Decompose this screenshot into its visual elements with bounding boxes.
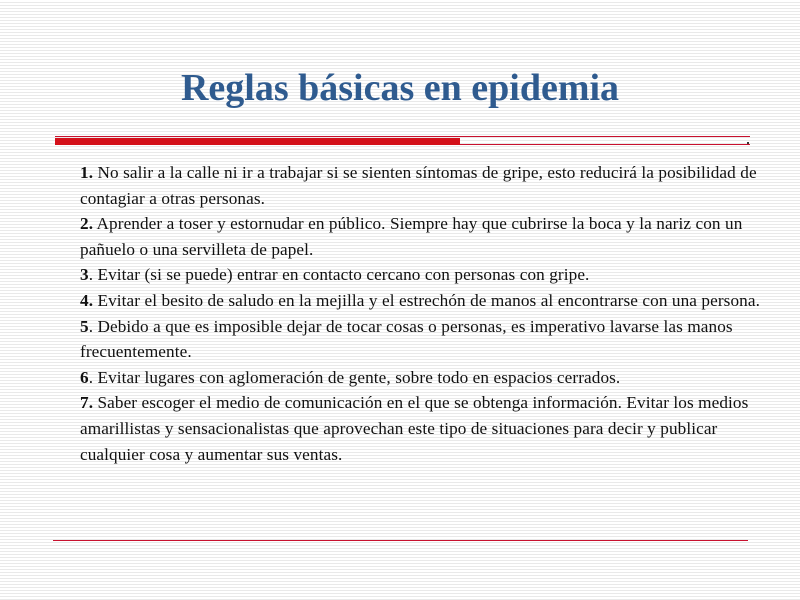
rule-text: No salir a la calle ni ir a trabajar si se sienten síntomas de gripe, esto reducirá la posibilidad de contagiar a otras personas. (80, 163, 757, 208)
rule-text: Aprender a toser y estornudar en público. Siempre hay que cubrirse la boca y la nariz con un pañuelo o una servilleta de papel. (80, 214, 743, 259)
rule-number: 1. (80, 163, 94, 182)
rule-text: Saber escoger el medio de comunicación en el que se obtenga información. Evitar los medios amarillistas y sensacionalistas que aprovechan este tipo de situaciones para decir y publicar cualquier cosa y aumentar sus ventas. (80, 393, 749, 464)
rule-item-6 (80, 365, 760, 391)
rule-text: . Evitar lugares con aglomeración de gente, sobre todo en espacios cerrados. (88, 367, 621, 387)
slide-title: Reglas básicas en epidemia (180, 67, 620, 109)
rule-item-5 (80, 314, 760, 365)
rule-text: Evitar el besito de saludo en la mejilla y el estrechón de manos al encontrarse con una persona. (93, 290, 760, 310)
rule-number: 7. (80, 393, 94, 413)
rule-item-3 (80, 262, 760, 288)
title-divider-thin (55, 136, 750, 137)
rule-item-4 (80, 288, 760, 314)
rules-list (80, 160, 760, 467)
rule-number: 6 (80, 367, 89, 387)
rule-number: 2. (80, 214, 94, 234)
divider-corner-dot (747, 142, 749, 144)
title-divider-thick (55, 138, 460, 145)
rule-item-1 (80, 160, 760, 211)
rule-text: . Evitar (si se puede) entrar en contacto cercano con personas con gripe. (88, 265, 590, 285)
footer-divider (53, 540, 748, 541)
rule-text: . Debido a que es imposible dejar de tocar cosas o personas, es imperativo lavarse las manos frecuentemente. (80, 316, 733, 362)
rule-item-2 (80, 211, 760, 262)
rule-item-7 (80, 390, 760, 467)
title-divider-thin-right (460, 144, 750, 145)
rule-number: 5 (80, 316, 89, 336)
rule-number: 4. (80, 290, 94, 310)
rule-number: 3 (80, 265, 89, 285)
